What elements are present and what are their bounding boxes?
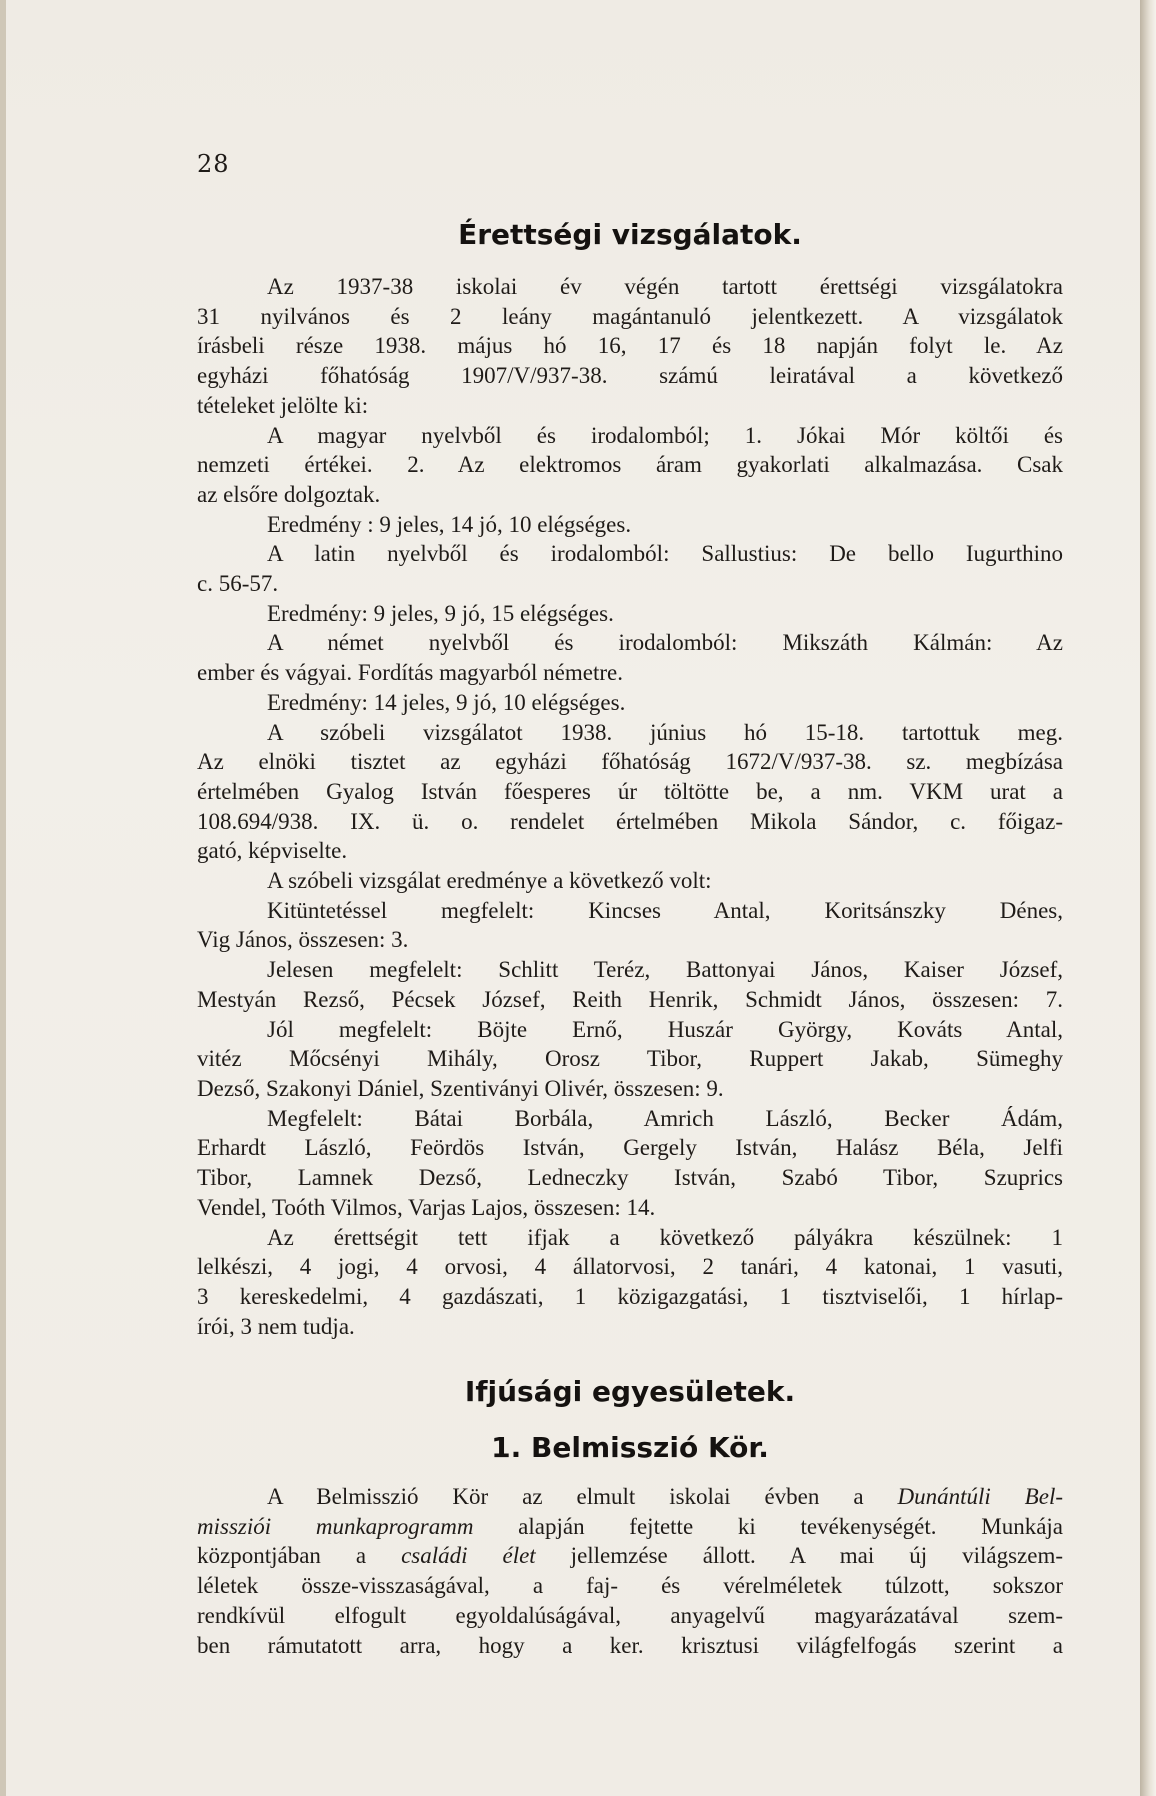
section-erettsegi-text [197,272,1063,1341]
text-line [197,1601,1063,1631]
text-line: ember és vágyai. Fordítás magyarból németre. [197,660,623,686]
text-line: Eredmény : 9 jeles, 14 jó, 10 elégséges. [267,511,632,537]
text-line: vitéz Mőcsényi Mihály, Orosz Tibor, Ruppert Jakab, Sümeghy [197,1046,1063,1072]
text-line: írásbeli része 1938. május hó 16, 17 és 18 napján folyt le. Az [197,333,1063,359]
text-line: A szóbeli vizsgálatot 1938. június hó 15-18. tartottuk meg. [267,719,1063,745]
text-line [197,1571,1063,1601]
section-belmisszio-text [197,1482,1063,1660]
text-line [197,1482,1063,1512]
text-line: Az érettségit tett ifjak a következő pályákra készülnek: 1 [267,1224,1063,1250]
text-fragment: rendkívül elfogult egyoldalúságával, anyagelvű magyarázatával szem- [197,1602,1063,1628]
text-line: Megfelelt: Bátai Borbála, Amrich László, Becker Ádám, [267,1105,1063,1131]
text-line: Jól megfelelt: Böjte Ernő, Huszár György, Kováts Antal, [267,1016,1063,1042]
text-line: A szóbeli vizsgálat eredménye a következő volt: [267,868,712,894]
page-number: 28 [197,150,230,178]
text-line [197,1512,1063,1542]
text-line: gató, képviselte. [197,838,348,864]
text-line: 108.694/938. IX. ü. o. rendelet értelmében Mikola Sándor, c. főigaz- [197,808,1063,834]
text-line: értelmében Gyalog István főesperes úr töltötte be, a nm. VKM urat a [197,778,1063,804]
text-line: egyházi főhatóság 1907/V/937-38. számú leiratával a következő [197,363,1063,389]
text-line: A latin nyelvből és irodalomból: Sallustius: De bello Iugurthino [267,541,1063,567]
text-line: lelkészi, 4 jogi, 4 orvosi, 4 állatorvosi, 2 tanári, 4 katonai, 1 vasuti, [197,1254,1063,1280]
text-line: az elsőre dolgoztak. [197,481,381,507]
text-line: Jelesen megfelelt: Schlitt Teréz, Battonyai János, Kaiser József, [267,957,1063,983]
text-fragment: léletek össze-visszaságával, a faj- és vérelméletek túlzott, sokszor [197,1573,1063,1599]
text-line [197,1631,1063,1661]
italic-title: Dunántúli Bel- [897,1484,1063,1509]
text-line: 3 kereskedelmi, 4 gazdászati, 1 közigazgatási, 1 tisztviselői, 1 hírlap- [197,1283,1063,1309]
text-line: Az elnöki tisztet az egyházi főhatóság 1672/V/937-38. sz. megbízása [197,749,1063,775]
text-line: nemzeti értékei. 2. Az elektromos áram gyakorlati alkalmazása. Csak [197,452,1063,478]
text-fragment: ben rámutatott arra, hogy a ker. krisztusi világfelfogás szerint a [197,1632,1063,1658]
italic-title: missziói munkaprogramm [197,1513,474,1539]
text-line: Erhardt László, Feördös István, Gergely István, Halász Béla, Jelfi [197,1135,1063,1161]
heading-ifjusagi: Ifjúsági egyesületek. [464,1375,796,1408]
text-line: Tibor, Lamnek Dezső, Ledneczky István, Szabó Tibor, Szuprics [197,1165,1063,1191]
text-line: Az 1937-38 iskolai év végén tartott érettségi vizsgálatokra [267,274,1063,299]
text-fragment: központjában a [197,1543,402,1569]
text-line: 31 nyilvános és 2 leány magántanuló jelentkezett. A vizsgálatok [197,303,1063,329]
text-fragment: alapján fejtette ki tevékenységét. Munkája [473,1513,1063,1539]
page-edge [1140,0,1156,1796]
text-line: Eredmény: 9 jeles, 9 jó, 15 elégséges. [267,600,614,626]
text-line: Dezső, Szakonyi Dániel, Szentiványi Olivér, összesen: 9. [197,1075,724,1101]
text-line: c. 56-57. [197,571,279,597]
heading-belmisszio: 1. Belmisszió Kör. [491,1431,769,1464]
text-line: Vendel, Toóth Vilmos, Varjas Lajos, összesen: 14. [197,1194,656,1220]
text-line: A német nyelvből és irodalomból: Mikszáth Kálmán: Az [267,630,1063,656]
text-line: tételeket jelölte ki: [197,392,369,418]
text-fragment: jellemzése állott. A mai új világszem- [535,1543,1063,1569]
italic-title: családi élet [401,1543,536,1569]
text-line: Eredmény: 14 jeles, 9 jó, 10 elégséges. [267,689,626,715]
text-line: A magyar nyelvből és irodalomból; 1. Jókai Mór költői és [267,422,1063,448]
text-line: írói, 3 nem tudja. [197,1313,355,1339]
text-line: Mestyán Rezső, Pécsek József, Reith Henrik, Schmidt János, összesen: 7. [197,986,1063,1012]
heading-erettsegi: Érettségi vizsgálatok. [458,218,802,251]
text-line: Kitüntetéssel megfelelt: Kincses Antal, Koritsánszky Dénes, [267,897,1063,923]
text-fragment: A Belmisszió Kör az elmult iskolai évben a [267,1484,898,1509]
text-line: Vig János, összesen: 3. [197,927,409,953]
text-line [197,1541,1063,1571]
